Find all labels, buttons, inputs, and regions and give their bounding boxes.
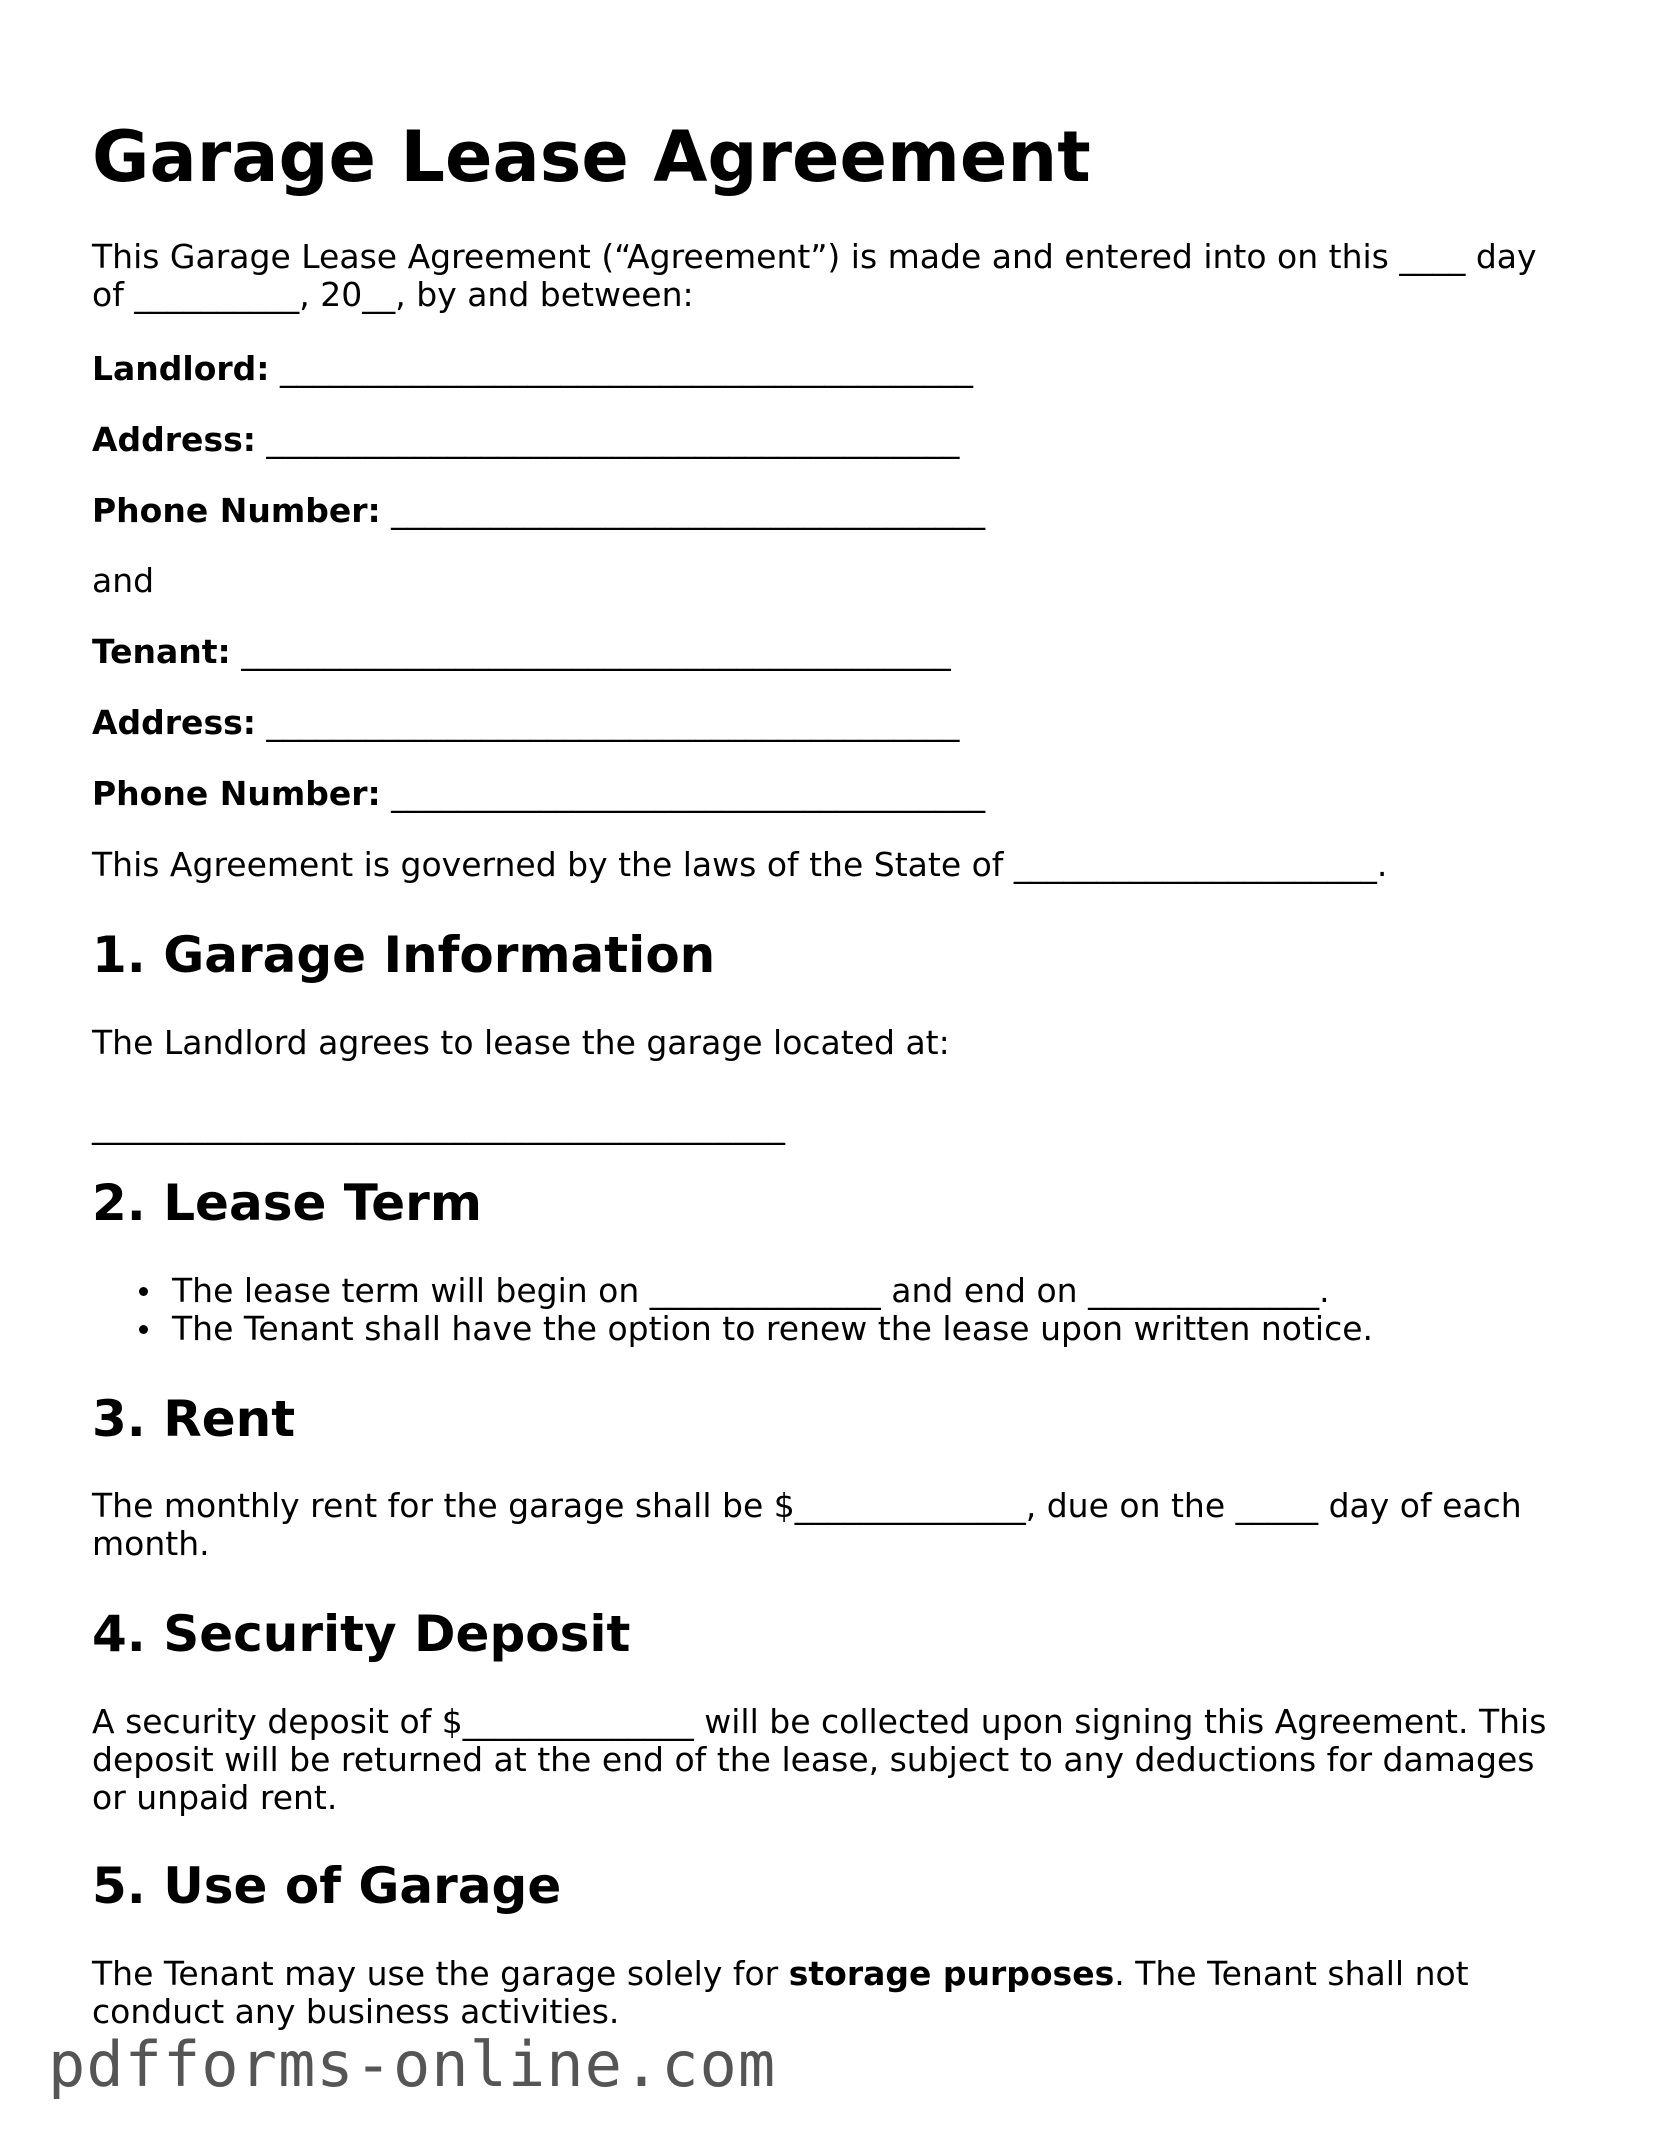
landlord-phone-label: Phone Number: [92, 491, 381, 530]
section-heading-lease-term: 2. Lease Term [92, 1174, 482, 1232]
landlord-address-blank: __________________________________________ [255, 420, 960, 459]
section-heading-garage-info: 1. Garage Information [92, 926, 716, 984]
tenant-label: Tenant: [92, 632, 231, 671]
use-of-garage-paragraph [92, 1955, 1572, 2031]
landlord-phone-blank: ____________________________________ [380, 491, 986, 530]
landlord-phone-line [92, 492, 1572, 530]
rent-paragraph: The monthly rent for the garage shall be $______________, due on the _____ day of each month. [92, 1486, 1522, 1563]
tenant-blank: ___________________________________________ [230, 632, 951, 671]
tenant-address-line [92, 704, 1572, 742]
document-title: Garage Lease Agreement [92, 116, 1091, 198]
landlord-label: Landlord: [92, 349, 270, 388]
use-text-bold: storage purposes [788, 1954, 1115, 1993]
tenant-line [92, 633, 1572, 671]
garage-address-blank: __________________________________________ [92, 1106, 785, 1145]
section-heading-rent: 3. Rent [92, 1390, 296, 1448]
lease-term-list [92, 1272, 1373, 1348]
section-heading-use-of-garage: 5. Use of Garage [92, 1857, 562, 1915]
list-item: The lease term will begin on ______________ and end on ______________. [92, 1272, 1373, 1310]
tenant-address-blank: __________________________________________ [255, 703, 960, 742]
governing-law-paragraph: This Agreement is governed by the laws of the State of ______________________. [92, 845, 1388, 884]
list-item: The Tenant shall have the option to renew the lease upon written notice. [92, 1310, 1373, 1348]
garage-info-paragraph: The Landlord agrees to lease the garage located at: [92, 1023, 950, 1062]
section-heading-security-deposit: 4. Security Deposit [92, 1605, 631, 1663]
landlord-address-label: Address: [92, 420, 256, 459]
landlord-blank: __________________________________________ [269, 349, 973, 388]
landlord-line [92, 350, 1572, 388]
watermark-text: pdfforms-online.com [48, 2028, 777, 2101]
use-text-after: . The Tenant shall not conduct any business activities. [92, 1954, 1469, 2031]
use-text-before: The Tenant may use the garage solely for [92, 1954, 789, 1993]
tenant-phone-blank: ____________________________________ [380, 774, 986, 813]
and-text: and [92, 561, 155, 600]
tenant-phone-label: Phone Number: [92, 774, 381, 813]
tenant-address-label: Address: [92, 703, 256, 742]
intro-paragraph: This Garage Lease Agreement (“Agreement”) is made and entered into on this ____ day of __________, 20__, by and between: [92, 237, 1537, 314]
security-deposit-paragraph: A security deposit of $______________ will be collected upon signing this Agreement. This deposit will be returned at the end of the lease, subject to any deductions for damages or unpaid rent. [92, 1702, 1547, 1817]
landlord-address-line [92, 421, 1572, 459]
tenant-phone-line [92, 775, 1572, 813]
